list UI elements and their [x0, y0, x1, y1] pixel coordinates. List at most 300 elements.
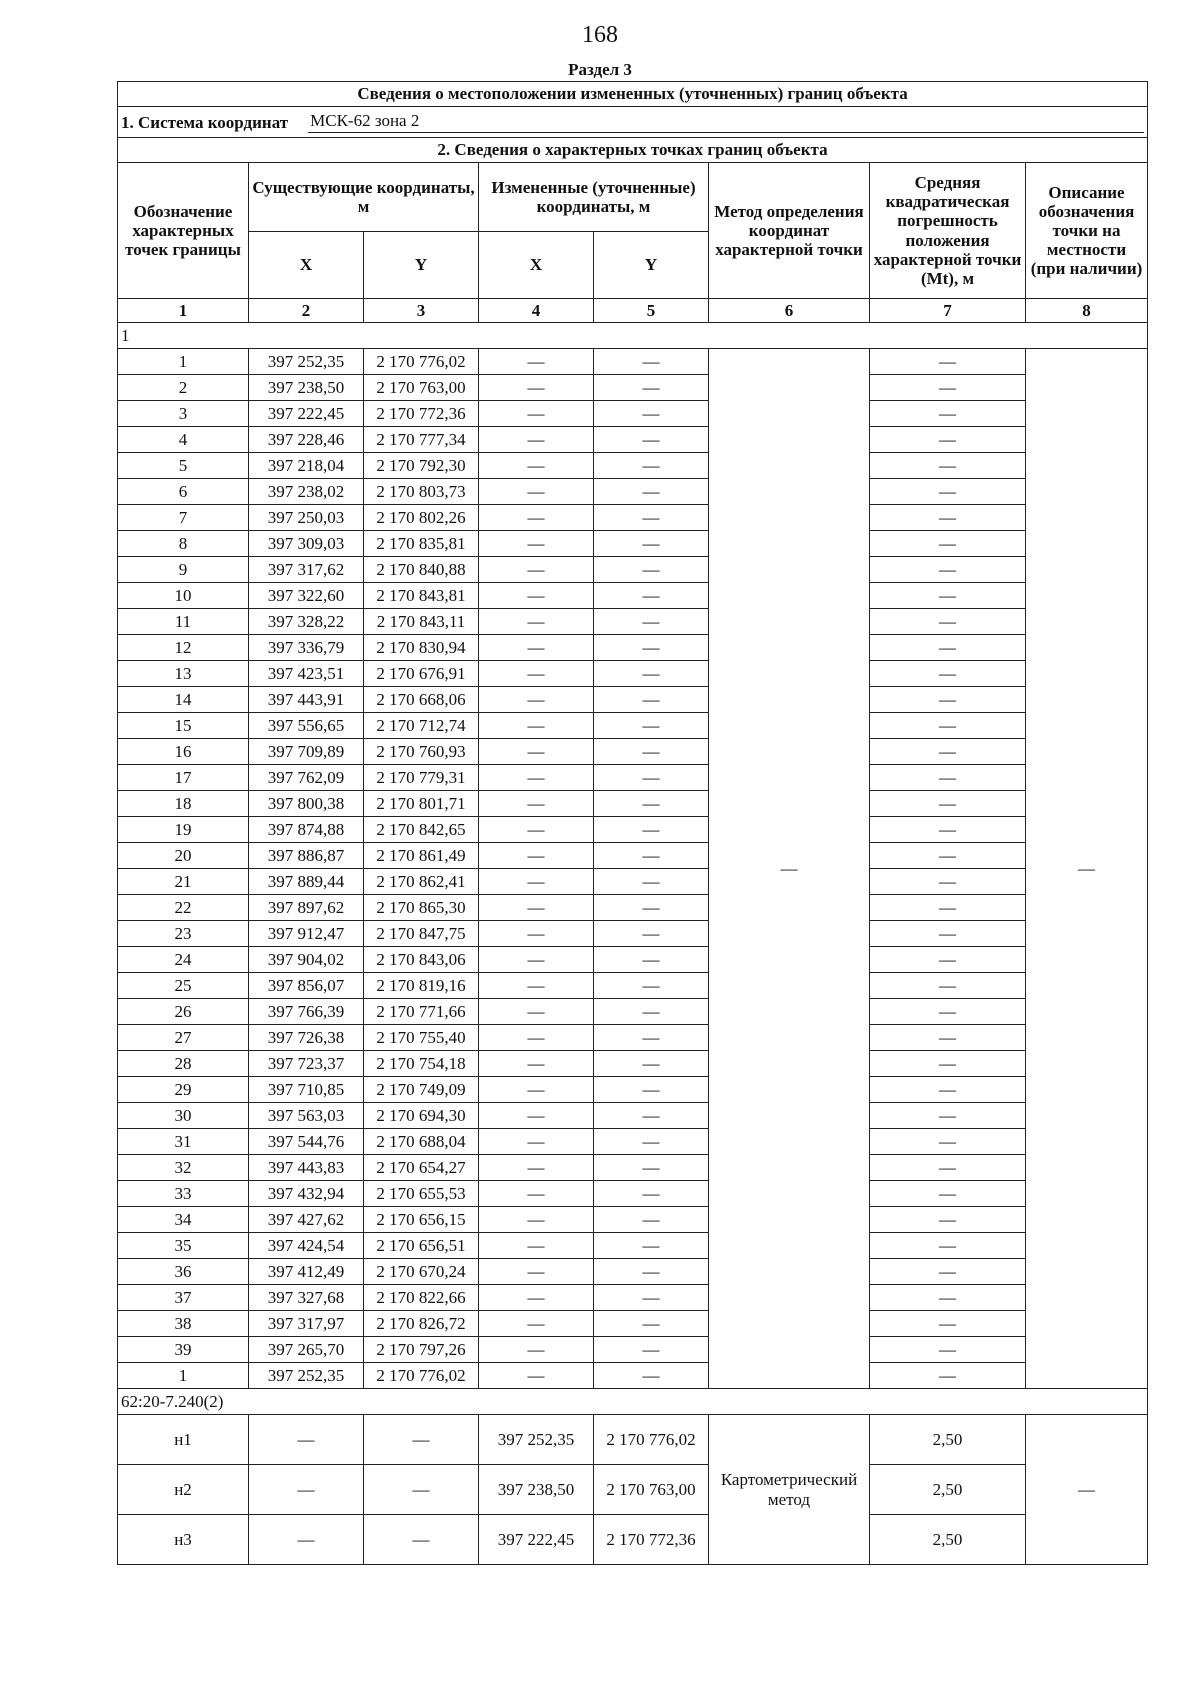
table-row — [118, 1129, 1148, 1155]
point-designation: н3 — [118, 1515, 249, 1565]
point-designation: н1 — [118, 1415, 249, 1465]
table-row — [118, 765, 1148, 791]
error-value: — — [870, 635, 1026, 661]
changed-y: — — [594, 1285, 709, 1311]
changed-x: — — [479, 895, 594, 921]
point-designation: 21 — [118, 869, 249, 895]
error-value: — — [870, 869, 1026, 895]
point-designation: 7 — [118, 505, 249, 531]
header-existing-y: Y — [364, 232, 479, 299]
changed-y: 2 170 776,02 — [594, 1415, 709, 1465]
error-value: — — [870, 1103, 1026, 1129]
existing-x: 397 904,02 — [249, 947, 364, 973]
error-value: — — [870, 427, 1026, 453]
existing-y: 2 170 754,18 — [364, 1051, 479, 1077]
changed-y: — — [594, 791, 709, 817]
error-value: 2,50 — [870, 1515, 1026, 1565]
existing-y: 2 170 668,06 — [364, 687, 479, 713]
existing-y: 2 170 763,00 — [364, 375, 479, 401]
changed-x: — — [479, 1129, 594, 1155]
table-row — [118, 635, 1148, 661]
point-designation: 6 — [118, 479, 249, 505]
existing-y: 2 170 655,53 — [364, 1181, 479, 1207]
changed-y: — — [594, 479, 709, 505]
changed-x: — — [479, 349, 594, 375]
table-row — [118, 921, 1148, 947]
changed-x: — — [479, 765, 594, 791]
existing-x: 397 228,46 — [249, 427, 364, 453]
changed-y: — — [594, 817, 709, 843]
changed-x: — — [479, 1025, 594, 1051]
changed-x: — — [479, 1077, 594, 1103]
changed-x: 397 222,45 — [479, 1515, 594, 1565]
changed-x: — — [479, 791, 594, 817]
existing-y: 2 170 865,30 — [364, 895, 479, 921]
error-value: — — [870, 921, 1026, 947]
existing-y: 2 170 819,16 — [364, 973, 479, 999]
table-row — [118, 1285, 1148, 1311]
existing-y: — — [364, 1465, 479, 1515]
existing-y: 2 170 771,66 — [364, 999, 479, 1025]
error-value: — — [870, 895, 1026, 921]
changed-y: — — [594, 661, 709, 687]
existing-x: 397 886,87 — [249, 843, 364, 869]
point-designation: 8 — [118, 531, 249, 557]
point-designation: н2 — [118, 1465, 249, 1515]
error-value: — — [870, 1363, 1026, 1389]
table-row — [118, 1337, 1148, 1363]
column-number: 1 — [118, 299, 249, 323]
changed-x: — — [479, 869, 594, 895]
error-value: — — [870, 661, 1026, 687]
changed-x: — — [479, 505, 594, 531]
error-value: — — [870, 479, 1026, 505]
existing-y: 2 170 802,26 — [364, 505, 479, 531]
table-row — [118, 1233, 1148, 1259]
existing-x: 397 327,68 — [249, 1285, 364, 1311]
error-value: — — [870, 765, 1026, 791]
point-designation: 13 — [118, 661, 249, 687]
changed-y: — — [594, 1077, 709, 1103]
changed-x: — — [479, 1311, 594, 1337]
error-value: — — [870, 1233, 1026, 1259]
error-value: — — [870, 1285, 1026, 1311]
existing-y: 2 170 777,34 — [364, 427, 479, 453]
table-row — [118, 713, 1148, 739]
existing-y: 2 170 822,66 — [364, 1285, 479, 1311]
point-designation: 5 — [118, 453, 249, 479]
existing-y: 2 170 760,93 — [364, 739, 479, 765]
changed-x: — — [479, 479, 594, 505]
table-row — [118, 1077, 1148, 1103]
point-designation: 39 — [118, 1337, 249, 1363]
table-row — [118, 739, 1148, 765]
changed-y: — — [594, 531, 709, 557]
column-number: 3 — [364, 299, 479, 323]
existing-y: 2 170 843,06 — [364, 947, 479, 973]
coord-system-value: МСК-62 зона 2 — [308, 111, 1144, 132]
page-number: 168 — [582, 22, 618, 48]
table-row — [118, 1181, 1148, 1207]
error-value: — — [870, 1129, 1026, 1155]
error-value: — — [870, 1051, 1026, 1077]
existing-x: 397 265,70 — [249, 1337, 364, 1363]
changed-x: — — [479, 1207, 594, 1233]
changed-y: — — [594, 973, 709, 999]
changed-x: 397 238,50 — [479, 1465, 594, 1515]
point-designation: 2 — [118, 375, 249, 401]
point-designation: 10 — [118, 583, 249, 609]
error-value: — — [870, 1077, 1026, 1103]
point-designation: 29 — [118, 1077, 249, 1103]
point-designation: 27 — [118, 1025, 249, 1051]
existing-y: 2 170 688,04 — [364, 1129, 479, 1155]
point-designation: 26 — [118, 999, 249, 1025]
table-row — [118, 973, 1148, 999]
changed-y: — — [594, 713, 709, 739]
table-row — [118, 1259, 1148, 1285]
existing-x: 397 252,35 — [249, 349, 364, 375]
point-designation: 12 — [118, 635, 249, 661]
changed-x: — — [479, 999, 594, 1025]
point-designation: 14 — [118, 687, 249, 713]
error-value: — — [870, 1311, 1026, 1337]
point-designation: 32 — [118, 1155, 249, 1181]
error-value: — — [870, 687, 1026, 713]
changed-y: — — [594, 401, 709, 427]
changed-y: — — [594, 453, 709, 479]
column-number: 2 — [249, 299, 364, 323]
changed-x: — — [479, 635, 594, 661]
existing-y: 2 170 694,30 — [364, 1103, 479, 1129]
error-value: — — [870, 583, 1026, 609]
changed-y: — — [594, 1207, 709, 1233]
changed-x: — — [479, 713, 594, 739]
point-designation: 20 — [118, 843, 249, 869]
changed-y: — — [594, 1025, 709, 1051]
error-value: — — [870, 843, 1026, 869]
header-error: Средняя квадратическая погрешность положения характерной точки (Mt), м — [870, 163, 1026, 299]
existing-x: 397 424,54 — [249, 1233, 364, 1259]
boundary-points-table — [117, 81, 1148, 1565]
changed-y: — — [594, 687, 709, 713]
error-value: — — [870, 609, 1026, 635]
error-value: — — [870, 375, 1026, 401]
error-value: — — [870, 1337, 1026, 1363]
error-value: — — [870, 713, 1026, 739]
existing-x: 397 317,62 — [249, 557, 364, 583]
description-cell: — — [1026, 1415, 1148, 1565]
coord-system-label: 1. Система координат — [121, 113, 289, 133]
point-designation: 17 — [118, 765, 249, 791]
changed-x: — — [479, 531, 594, 557]
group-label-row — [118, 1389, 1148, 1415]
changed-y: — — [594, 1129, 709, 1155]
header-description: Описание обозначения точки на местности (при наличии) — [1026, 163, 1148, 299]
existing-y: 2 170 843,11 — [364, 609, 479, 635]
changed-x: 397 252,35 — [479, 1415, 594, 1465]
changed-y: — — [594, 895, 709, 921]
error-value: — — [870, 1207, 1026, 1233]
existing-x: 397 762,09 — [249, 765, 364, 791]
existing-y: 2 170 670,24 — [364, 1259, 479, 1285]
changed-x: — — [479, 1155, 594, 1181]
changed-x: — — [479, 817, 594, 843]
existing-y: 2 170 656,51 — [364, 1233, 479, 1259]
table-row — [118, 947, 1148, 973]
existing-y: 2 170 792,30 — [364, 453, 479, 479]
table-row — [118, 427, 1148, 453]
error-value: — — [870, 739, 1026, 765]
existing-y: 2 170 772,36 — [364, 401, 479, 427]
changed-x: — — [479, 375, 594, 401]
changed-y: — — [594, 739, 709, 765]
existing-y: 2 170 847,75 — [364, 921, 479, 947]
table-row — [118, 1515, 1148, 1565]
column-number: 7 — [870, 299, 1026, 323]
table-row — [118, 505, 1148, 531]
existing-y: 2 170 826,72 — [364, 1311, 479, 1337]
table-row — [118, 817, 1148, 843]
point-designation: 33 — [118, 1181, 249, 1207]
changed-y: — — [594, 1103, 709, 1129]
point-designation: 1 — [118, 1363, 249, 1389]
existing-x: 397 322,60 — [249, 583, 364, 609]
table-row — [118, 1155, 1148, 1181]
point-designation: 1 — [118, 349, 249, 375]
error-value: — — [870, 505, 1026, 531]
changed-y: — — [594, 947, 709, 973]
existing-x: — — [249, 1415, 364, 1465]
existing-y: 2 170 840,88 — [364, 557, 479, 583]
existing-y: 2 170 835,81 — [364, 531, 479, 557]
point-designation: 37 — [118, 1285, 249, 1311]
header-changed-y: Y — [594, 232, 709, 299]
error-value: — — [870, 531, 1026, 557]
existing-x: — — [249, 1515, 364, 1565]
existing-x: 397 423,51 — [249, 661, 364, 687]
changed-x: — — [479, 843, 594, 869]
existing-y: — — [364, 1415, 479, 1465]
point-designation: 11 — [118, 609, 249, 635]
changed-x: — — [479, 687, 594, 713]
existing-x: 397 800,38 — [249, 791, 364, 817]
changed-x: — — [479, 427, 594, 453]
table-row — [118, 999, 1148, 1025]
existing-x: 397 723,37 — [249, 1051, 364, 1077]
point-designation: 3 — [118, 401, 249, 427]
changed-x: — — [479, 739, 594, 765]
table-title: Сведения о местоположении измененных (уточненных) границ объекта — [118, 82, 1148, 107]
table-row — [118, 843, 1148, 869]
existing-y: 2 170 779,31 — [364, 765, 479, 791]
point-designation: 28 — [118, 1051, 249, 1077]
changed-y: — — [594, 1051, 709, 1077]
changed-y: — — [594, 557, 709, 583]
changed-x: — — [479, 661, 594, 687]
existing-x: 397 443,83 — [249, 1155, 364, 1181]
table-row — [118, 1363, 1148, 1389]
error-value: — — [870, 349, 1026, 375]
point-designation: 18 — [118, 791, 249, 817]
point-designation: 4 — [118, 427, 249, 453]
changed-y: — — [594, 635, 709, 661]
table-row — [118, 791, 1148, 817]
header-changed-x: X — [479, 232, 594, 299]
changed-y: — — [594, 869, 709, 895]
table-row — [118, 401, 1148, 427]
existing-x: 397 238,02 — [249, 479, 364, 505]
existing-x: 397 710,85 — [249, 1077, 364, 1103]
error-value: — — [870, 1155, 1026, 1181]
existing-y: 2 170 803,73 — [364, 479, 479, 505]
existing-y: 2 170 842,65 — [364, 817, 479, 843]
existing-x: 397 218,04 — [249, 453, 364, 479]
changed-x: — — [479, 583, 594, 609]
error-value: — — [870, 557, 1026, 583]
existing-y: 2 170 749,09 — [364, 1077, 479, 1103]
existing-x: 397 766,39 — [249, 999, 364, 1025]
header-changed-coords: Измененные (уточненные) координаты, м — [479, 163, 709, 232]
description-cell: — — [1026, 349, 1148, 1389]
table-row — [118, 687, 1148, 713]
existing-y: 2 170 797,26 — [364, 1337, 479, 1363]
existing-x: 397 222,45 — [249, 401, 364, 427]
point-designation: 15 — [118, 713, 249, 739]
existing-x: 397 709,89 — [249, 739, 364, 765]
table-row — [118, 1415, 1148, 1465]
error-value: — — [870, 1181, 1026, 1207]
header-existing-x: X — [249, 232, 364, 299]
existing-y: — — [364, 1515, 479, 1565]
error-value: 2,50 — [870, 1465, 1026, 1515]
error-value: — — [870, 791, 1026, 817]
existing-y: 2 170 801,71 — [364, 791, 479, 817]
existing-x: 397 412,49 — [249, 1259, 364, 1285]
changed-x: — — [479, 1181, 594, 1207]
error-value: — — [870, 401, 1026, 427]
changed-y: — — [594, 1363, 709, 1389]
table-row — [118, 1025, 1148, 1051]
table-row — [118, 661, 1148, 687]
changed-y: — — [594, 1155, 709, 1181]
changed-x: — — [479, 557, 594, 583]
point-designation: 35 — [118, 1233, 249, 1259]
point-designation: 31 — [118, 1129, 249, 1155]
existing-x: 397 912,47 — [249, 921, 364, 947]
existing-x: 397 889,44 — [249, 869, 364, 895]
changed-y: — — [594, 1311, 709, 1337]
error-value: 2,50 — [870, 1415, 1026, 1465]
column-number: 8 — [1026, 299, 1148, 323]
table-row — [118, 869, 1148, 895]
existing-x: 397 252,35 — [249, 1363, 364, 1389]
point-designation: 38 — [118, 1311, 249, 1337]
existing-y: 2 170 843,81 — [364, 583, 479, 609]
point-designation: 34 — [118, 1207, 249, 1233]
existing-x: 397 336,79 — [249, 635, 364, 661]
changed-y: — — [594, 1233, 709, 1259]
table-row — [118, 1051, 1148, 1077]
changed-x: — — [479, 1051, 594, 1077]
table-row — [118, 375, 1148, 401]
point-designation: 23 — [118, 921, 249, 947]
changed-x: — — [479, 1233, 594, 1259]
changed-y: — — [594, 1259, 709, 1285]
existing-x: 397 317,97 — [249, 1311, 364, 1337]
error-value: — — [870, 973, 1026, 999]
changed-y: — — [594, 609, 709, 635]
existing-x: 397 856,07 — [249, 973, 364, 999]
changed-x: — — [479, 1285, 594, 1311]
error-value: — — [870, 1259, 1026, 1285]
group-label: 62:20-7.240(2) — [118, 1389, 1148, 1415]
changed-y: — — [594, 505, 709, 531]
changed-x: — — [479, 609, 594, 635]
changed-x: — — [479, 947, 594, 973]
changed-y: — — [594, 999, 709, 1025]
error-value: — — [870, 817, 1026, 843]
changed-y: — — [594, 843, 709, 869]
table-row — [118, 1103, 1148, 1129]
table-row — [118, 479, 1148, 505]
table-row — [118, 557, 1148, 583]
existing-x: 397 544,76 — [249, 1129, 364, 1155]
existing-y: 2 170 776,02 — [364, 349, 479, 375]
existing-y: 2 170 755,40 — [364, 1025, 479, 1051]
header-existing-coords: Существующие координаты, м — [249, 163, 479, 232]
changed-y: — — [594, 1181, 709, 1207]
table-row — [118, 1207, 1148, 1233]
point-designation: 16 — [118, 739, 249, 765]
existing-x: — — [249, 1465, 364, 1515]
point-designation: 24 — [118, 947, 249, 973]
changed-x: — — [479, 401, 594, 427]
point-designation: 22 — [118, 895, 249, 921]
existing-x: 397 427,62 — [249, 1207, 364, 1233]
group-label-row — [118, 323, 1148, 349]
error-value: — — [870, 947, 1026, 973]
changed-y: — — [594, 765, 709, 791]
changed-x: — — [479, 1363, 594, 1389]
existing-x: 397 443,91 — [249, 687, 364, 713]
error-value: — — [870, 1025, 1026, 1051]
table-row — [118, 583, 1148, 609]
changed-x: — — [479, 1337, 594, 1363]
column-number: 5 — [594, 299, 709, 323]
error-value: — — [870, 453, 1026, 479]
changed-y: — — [594, 583, 709, 609]
existing-y: 2 170 862,41 — [364, 869, 479, 895]
existing-y: 2 170 712,74 — [364, 713, 479, 739]
changed-y: — — [594, 921, 709, 947]
table-row — [118, 531, 1148, 557]
changed-x: — — [479, 973, 594, 999]
existing-y: 2 170 676,91 — [364, 661, 479, 687]
table-row — [118, 895, 1148, 921]
changed-y: — — [594, 349, 709, 375]
points-section-title: 2. Сведения о характерных точках границ объекта — [118, 138, 1148, 163]
table-row — [118, 453, 1148, 479]
changed-x: — — [479, 1259, 594, 1285]
changed-x: — — [479, 921, 594, 947]
existing-x: 397 897,62 — [249, 895, 364, 921]
group-label: 1 — [118, 323, 1148, 349]
table-row — [118, 349, 1148, 375]
existing-x: 397 432,94 — [249, 1181, 364, 1207]
existing-x: 397 726,38 — [249, 1025, 364, 1051]
point-designation: 19 — [118, 817, 249, 843]
